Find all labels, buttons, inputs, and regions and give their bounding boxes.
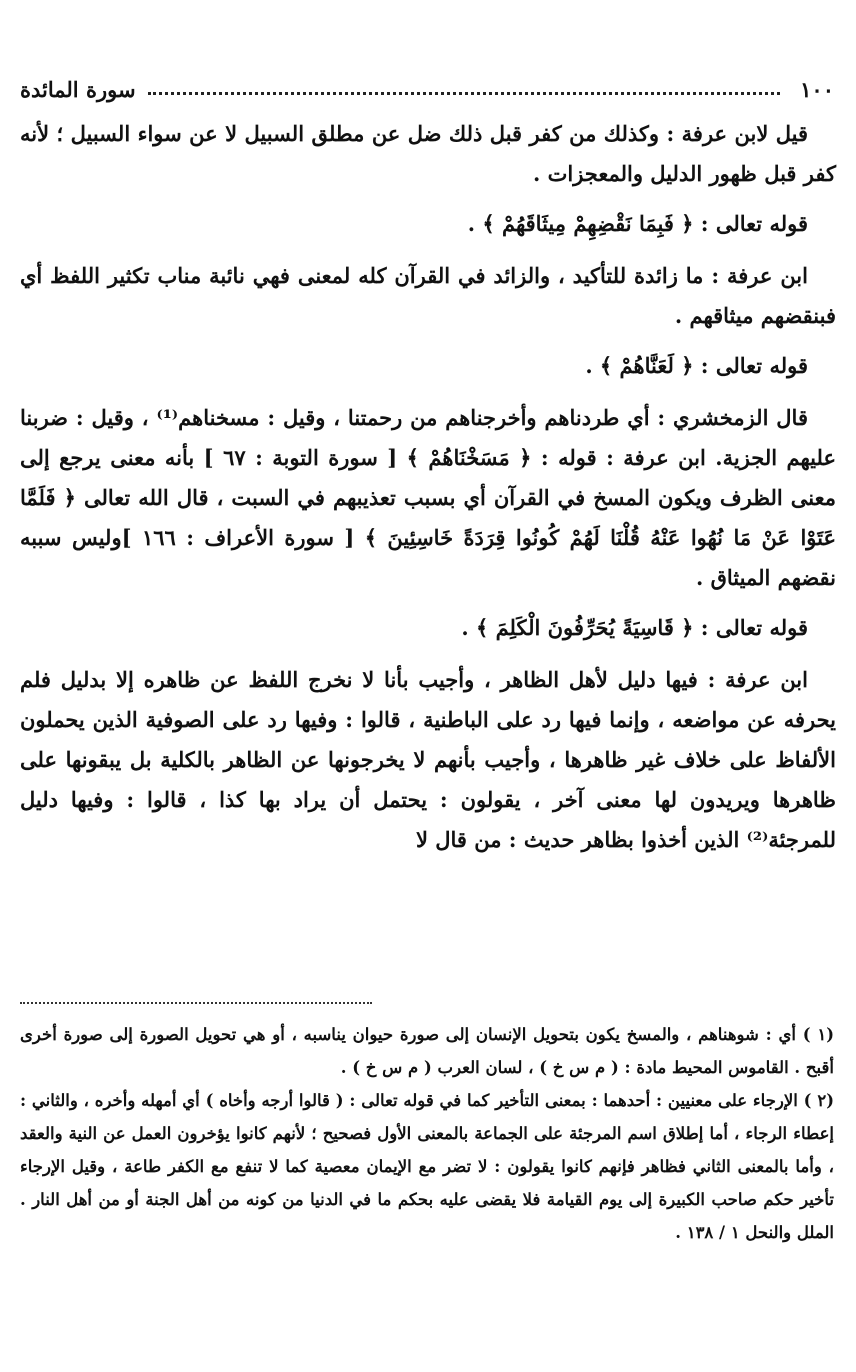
verse-heading: قوله تعالى : ﴿ قَاسِيَةً يُحَرِّفُونَ الْكَلِمَ ﴾ .: [461, 615, 808, 640]
surah-title: سورة المائدة: [20, 76, 136, 102]
page-number: ١٠٠: [800, 76, 834, 102]
paragraph: ابن عرفة : فيها دليل لأهل الظاهر ، وأجيب بأنا لا نخرج اللفظ عن ظاهره إلا بدليل فلم يحرفه عن مواضعه ، وإنما فيها رد على الباطنية ، قالوا : وفيها رد على الصوفية الذين يحملون الألفاظ على خلاف غير ظاهرها ، وأجيب بأنهم لا يخرجونها عن الظاهر بالكلية بل يبقونها على ظاهرها ويريدون لها معنى آخر ، يقولون : يحتمل أن يراد بها كذا ، قالوا : وفيها دليل للمرجئة⁽²⁾ الذين أخذوا بظاهر حديث : من قال لا: [20, 667, 837, 852]
paragraph: ابن عرفة : ما زائدة للتأكيد ، والزائد في القرآن كله لمعنى فهي نائبة مناب تكثير اللفظ أي فبنقضهم ميثاقهم .: [20, 263, 836, 328]
page-header: [20, 72, 834, 106]
main-text: [20, 114, 836, 870]
verse-heading: قوله تعالى : ﴿ فَبِمَا نَقْضِهِمْ مِيثَاقَهُمْ ﴾ .: [467, 211, 808, 236]
footnotes: [20, 1018, 834, 1249]
footnote-separator: [20, 1002, 372, 1004]
paragraph: قيل لابن عرفة : وكذلك من كفر قبل ذلك ضل عن مطلق السبيل لا عن سواء السبيل ؛ لأنه كفر قبل ظهور الدليل والمعجزات .: [20, 121, 836, 186]
verse-heading: قوله تعالى : ﴿ لَعَنَّاهُمْ ﴾ .: [585, 353, 808, 378]
footnote: (١ ) أي : شوهناهم ، والمسخ يكون بتحويل الإنسان إلى صورة حيوان يناسبه ، أو هي تحويل الصورة إلى صورة أخرى أقبح . القاموس المحيط مادة : ( م س خ ) ، لسان العرب ( م س خ ) .: [20, 1025, 834, 1077]
footnote: (٢ ) الإرجاء على معنيين : أحدهما : بمعنى التأخير كما في قوله تعالى : ( قالوا أرجه وأخاه ) أي أمهله وأخره ، والثاني : إعطاء الرجاء ، أما إطلاق اسم المرجئة على الجماعة بالمعنى الأول فصحيح ؛ لأنهم كانوا يؤخرون العمل عن النية والعقد ، وأما بالمعنى الثاني فظاهر فإنهم كانوا يقولون : لا تضر مع الإيمان معصية كما لا تنفع مع الكفر طاعة ، وقيل الإرجاء تأخير حكم صاحب الكبيرة إلى يوم القيامة فلا يقضى عليه بحكم ما في الدنيا من كونه من أهل الجنة أو من أهل النار . الملل والنحل ١ / ١٣٨ .: [20, 1091, 834, 1242]
header-dotted-rule: [148, 92, 781, 95]
paragraph: قال الزمخشري : أي طردناهم وأخرجناهم من رحمتنا ، وقيل : مسخناهم⁽¹⁾ ، وقيل : ضربنا عليهم الجزية. ابن عرفة : قوله : ﴿ مَسَخْنَاهُمْ ﴾ [ سورة التوبة : ٦٧ ] بأنه معنى يرجع إلى معنى الظرف ويكون المسخ في القرآن أي بسبب تعذيبهم في السبت ، قال الله تعالى ﴿ فَلَمَّا عَتَوْا عَنْ مَا نُهُوا عَنْهُ قُلْنَا لَهُمْ كُونُوا قِرَدَةً خَاسِئِينَ ﴾ [ سورة الأعراف : ١٦٦ ]وليس سببه نقضهم الميثاق .: [20, 405, 836, 590]
